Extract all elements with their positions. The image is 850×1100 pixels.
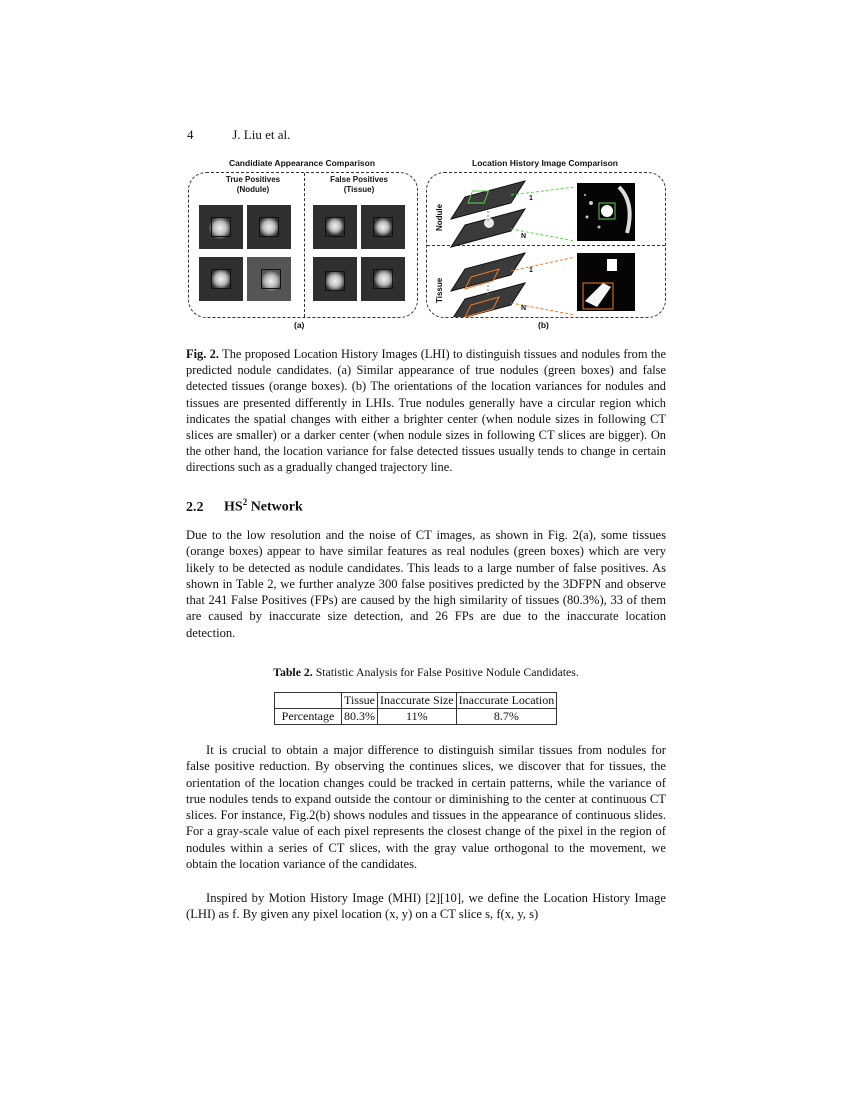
section-number: 2.2 <box>186 499 204 515</box>
true-positives-label: True Positives <box>225 175 281 184</box>
nodule-slice-n-blob <box>484 218 494 228</box>
tissue-label: (Tissue) <box>343 185 375 194</box>
paragraph-1: Due to the low resolution and the noise of CT images, as shown in Fig. 2(a), some tissues (orange boxes) appear to have similar features as real nodules (green boxes) which are very likely to be detected as nodule candidates. This leads to a large number of false positives. As shown in Table 2, we further analyze 300 false positives predicted by the 3DFPN and observe that 241 False Positives (FPs) are caused by the high similarity of tissues (80.3%), 33 of them are caused by inaccurate size detection, and 26 FPs are due to the inaccurate location detection. <box>186 528 666 640</box>
nodule-slice-last-label: N <box>521 233 527 240</box>
nodule-row-label: Nodule <box>435 203 444 231</box>
true-positives-heading <box>203 175 303 195</box>
tissue-slice-last-label: N <box>521 305 527 312</box>
figure-caption <box>186 346 666 476</box>
figure-caption-label: Fig. 2. <box>186 347 219 361</box>
table-cell: 8.7% <box>456 709 557 725</box>
paragraph-3: Inspired by Motion History Image (MHI) [2][10], we define the Location History Image (LHI) as f. By given any pixel location (x, y) on a CT slice s, f(x, y, s) <box>186 891 666 922</box>
figure-caption-text: The proposed Location History Images (LHI) to distinguish tissues and nodules from the predicted nodule candidates. (a) Similar appearance of true nodules (green boxes) and false detected tissues (orange boxes). (b) The orientations of the location variances for nodules and tissues are presented differently in LHIs. True nodules generally have a circular region which indicates the spatial changes with either a brighter center (when nodule sizes in following CT slices are smaller) or a darker center (when nodule sizes in following CT slices are bigger). On the other hand, the location variance for false detected tissues usually tends to change in certain directions such as a gradually changed trajectory line. <box>186 347 666 475</box>
table-header-cell: Inaccurate Location <box>456 693 557 709</box>
panel-a <box>188 172 418 318</box>
nodule-thumbnail <box>247 257 291 301</box>
table-caption-text: Statistic Analysis for False Positive Nodule Candidates. <box>315 665 579 679</box>
false-positives-label: False Positives <box>330 175 388 184</box>
panel-b-label: (b) <box>538 320 549 330</box>
panel-b-title: Location History Image Comparison <box>472 158 618 168</box>
table-caption <box>186 665 666 680</box>
tissue-slice-first-label: 1 <box>529 267 533 274</box>
tissue-lhi-image <box>577 253 635 311</box>
tissue-thumbnail <box>361 205 405 249</box>
table-2 <box>274 692 557 725</box>
table-cell: 80.3% <box>342 709 378 725</box>
page-number: 4 <box>187 127 194 142</box>
panel-a-divider <box>304 173 305 317</box>
running-authors: J. Liu et al. <box>232 127 291 142</box>
paragraph-2: It is crucial to obtain a major difference to distinguish similar tissues from nodules for false positive reduction. By observing the continues slices, we discover that for tissues, the orientation of the location changes could be tracked in certain patterns, while the variance of true nodules tends to expand outside the contour or diminishing to the center at continuous CT slices. For instance, Fig.2(b) shows nodules and tissues in the appearance of continuous slides. For a gray-scale value of each pixel represents the closest change of the pixel in the region of nodules within a series of CT slices, with the gray value orthogonal to the movement, we obtain the location variance of the candidates. <box>186 743 666 872</box>
section-title-superscript: 2 <box>242 497 248 507</box>
table-header-cell: Tissue <box>342 693 378 709</box>
table-header-cell <box>275 693 342 709</box>
table-caption-label: Table 2. <box>273 665 313 679</box>
panel-a-title: Candidiate Appearance Comparison <box>228 158 376 168</box>
table-cell: Percentage <box>275 709 342 725</box>
nodule-lhi-zoom <box>577 183 635 241</box>
tissue-thumbnail <box>313 257 357 301</box>
running-header <box>187 127 290 143</box>
tissue-thumbnail <box>361 257 405 301</box>
tissue-row-label: Tissue <box>435 277 444 303</box>
figure-2 <box>186 158 664 334</box>
tissue-thumbnail <box>313 205 357 249</box>
nodule-thumbnail <box>199 257 243 301</box>
false-positives-heading <box>309 175 409 195</box>
table-row <box>275 709 557 725</box>
table-cell: 11% <box>378 709 457 725</box>
nodule-thumbnail <box>247 205 291 249</box>
nodule-label: (Nodule) <box>236 185 270 194</box>
section-heading <box>186 497 303 516</box>
table-header-row <box>275 693 557 709</box>
table-header-cell: Inaccurate Size <box>378 693 457 709</box>
nodule-slice-first-label: 1 <box>529 195 533 202</box>
nodule-thumbnail <box>199 205 243 249</box>
panel-a-label: (a) <box>294 320 305 330</box>
panel-b <box>426 172 666 318</box>
section-title-rest: Network <box>247 499 303 515</box>
nodule-lhi-image <box>577 183 635 241</box>
tissue-lhi-zoom <box>577 253 635 311</box>
section-title: HS <box>224 499 243 515</box>
